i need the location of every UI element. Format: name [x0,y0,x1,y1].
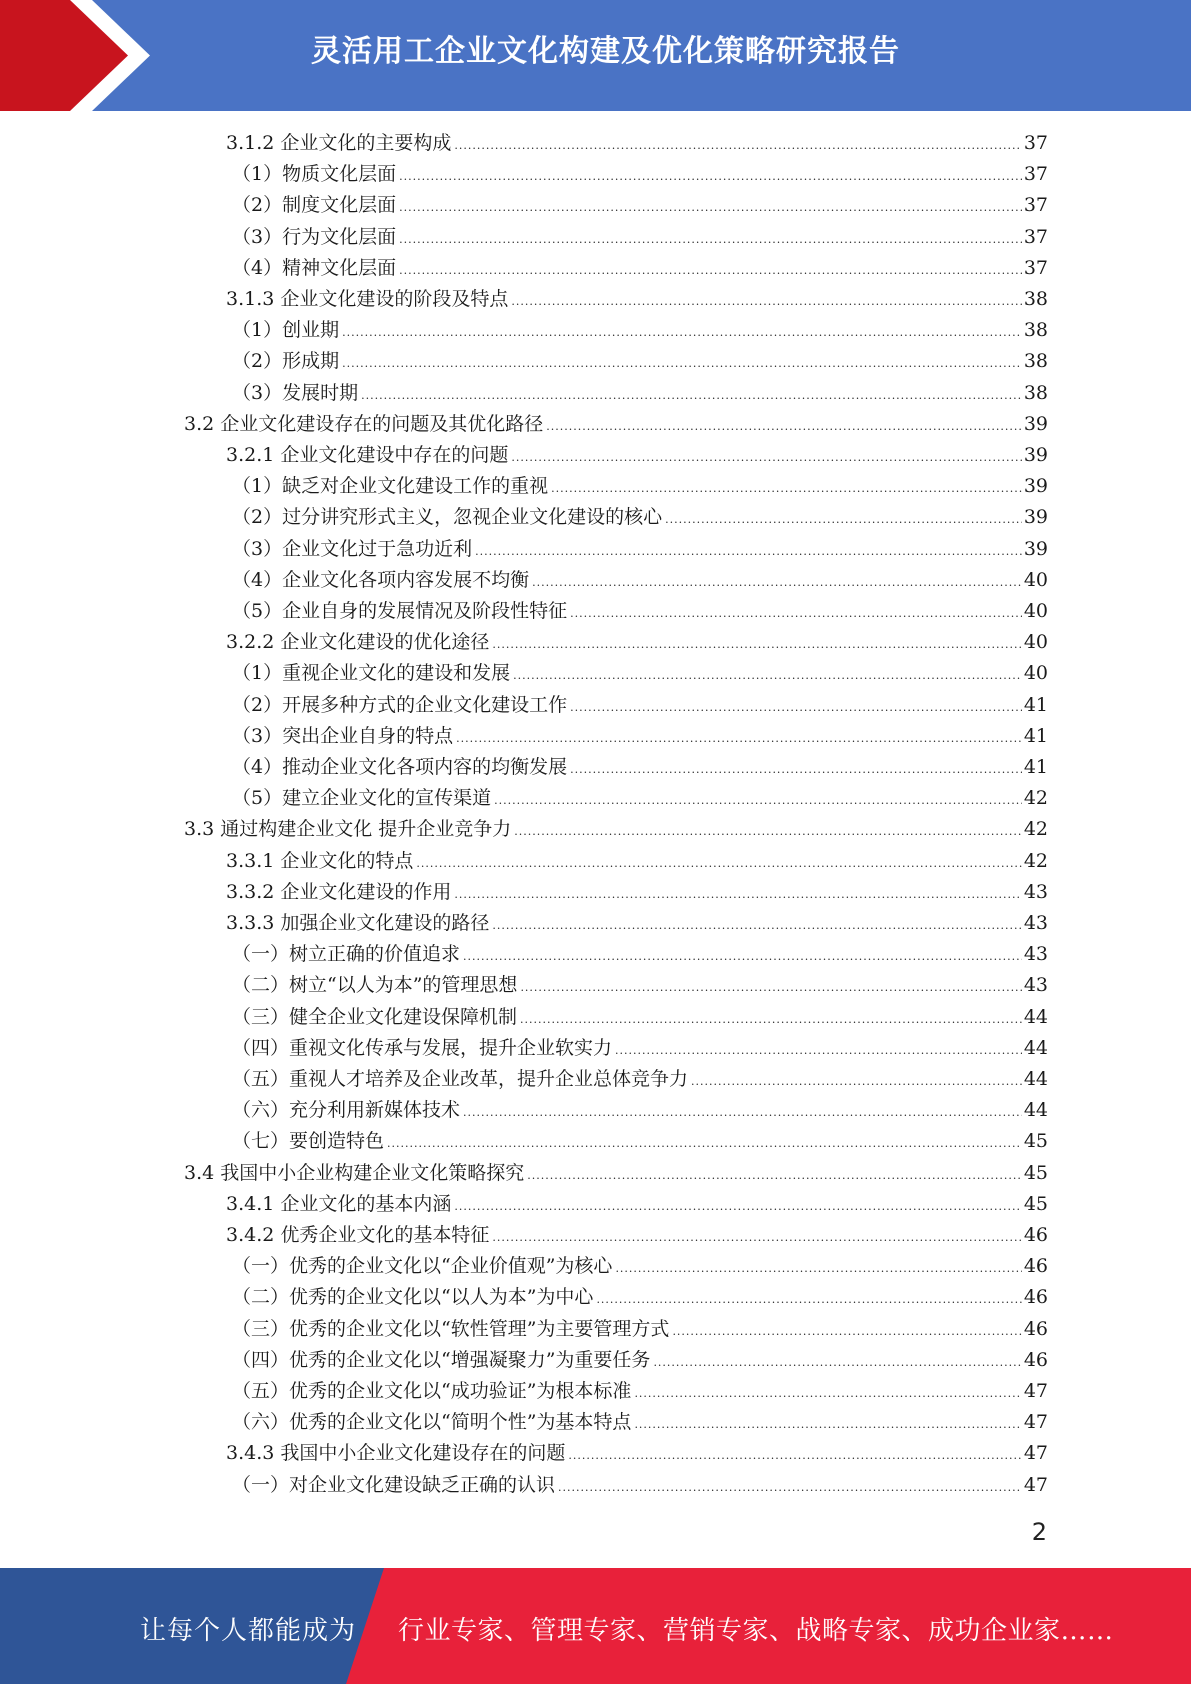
toc-entry-label: （三）健全企业文化建设保障机制 [232,1005,518,1028]
toc-dot-leader [342,348,1022,379]
toc-entry-page: 44 [1023,1099,1048,1122]
toc-entry-page: 37 [1023,194,1048,217]
toc-entry-label: （六）充分利用新媒体技术 [232,1099,461,1122]
toc-entry-label: （1）缺乏对企业文化建设工作的重视 [232,475,549,498]
toc-entry-page: 38 [1023,319,1048,342]
toc-entry-page: 43 [1023,943,1048,966]
toc-entry[interactable] [232,1064,1048,1095]
toc-entry[interactable] [232,1251,1048,1282]
document-title: 灵活用工企业文化构建及优化策略研究报告 [311,34,900,69]
toc-entry-label: 3.4.1 企业文化的基本内涵 [226,1192,452,1215]
toc-entry-label: （五）优秀的企业文化以“成功验证”为根本标准 [232,1380,632,1402]
toc-entry-label: （4）推动企业文化各项内容的均衡发展 [232,756,568,778]
toc-dot-leader [570,754,1022,785]
footer-slogan-left: 让每个人都能成为 [140,1616,357,1646]
toc-entry[interactable] [232,752,1048,783]
toc-dot-leader [416,848,1021,879]
toc-entry[interactable] [232,502,1048,533]
toc-dot-leader [546,411,1022,442]
toc-dot-leader [653,1347,1021,1378]
toc-entry[interactable] [232,939,1048,970]
toc-entry[interactable] [232,1407,1048,1438]
toc-entry-page: 43 [1023,912,1048,934]
toc-entry[interactable] [232,190,1048,221]
toc-dot-leader [551,473,1022,504]
toc-entry[interactable] [232,1376,1048,1407]
toc-entry[interactable] [184,409,1048,440]
toc-entry[interactable] [226,627,1048,658]
toc-entry-page: 42 [1023,818,1048,841]
toc-entry[interactable] [232,658,1048,689]
toc-entry[interactable] [226,877,1048,908]
toc-entry[interactable] [226,1220,1048,1251]
toc-entry-label: （2）制度文化层面 [232,194,397,217]
toc-entry[interactable] [232,1282,1048,1313]
toc-entry-label: 3.2.2 企业文化建设的优化途径 [226,631,490,654]
toc-entry-label: 3.3.3 加强企业文化建设的路径 [226,912,490,934]
toc-entry-page: 37 [1023,132,1048,154]
toc-entry-page: 37 [1023,225,1048,248]
toc-entry-page: 41 [1023,724,1048,747]
toc-entry[interactable] [232,596,1048,627]
toc-entry-page: 44 [1023,1068,1048,1090]
toc-entry-page: 47 [1023,1411,1048,1434]
toc-dot-leader [475,536,1022,567]
toc-entry[interactable] [226,284,1048,315]
toc-entry[interactable] [184,814,1048,845]
toc-entry[interactable] [232,1002,1048,1033]
toc-dot-leader [492,1222,1021,1253]
toc-entry-label: （一）优秀的企业文化以“企业价值观”为核心 [232,1255,613,1278]
toc-entry-page: 46 [1023,1317,1048,1340]
toc-entry-label: 3.1.2 企业文化的主要构成 [226,132,452,154]
toc-entry-label: （四）重视文化传承与发展，提升企业软实力 [232,1036,613,1059]
toc-entry-label: （一）树立正确的价值追求 [232,943,461,966]
toc-entry[interactable] [232,565,1048,596]
toc-dot-leader [634,1409,1021,1440]
toc-dot-leader [691,1066,1022,1097]
toc-entry-label: （3）企业文化过于急功近利 [232,537,473,560]
toc-entry-label: （1）重视企业文化的建设和发展 [232,662,511,685]
toc-entry[interactable] [232,690,1048,721]
toc-entry-label: （六）优秀的企业文化以“简明个性”为基本特点 [232,1411,632,1434]
toc-entry-page: 37 [1023,256,1048,279]
toc-entry-page: 39 [1023,475,1048,498]
toc-dot-leader [634,1378,1021,1409]
toc-entry-page: 44 [1023,1036,1048,1059]
toc-entry-page: 45 [1023,1161,1048,1184]
page-footer [0,1568,1191,1684]
toc-entry-label: 3.4.3 我国中小企业文化建设存在的问题 [226,1442,566,1465]
page-number: 2 [1031,1518,1047,1546]
toc-entry[interactable] [232,783,1048,814]
toc-entry-page: 42 [1023,849,1048,872]
toc-entry-page: 46 [1023,1224,1048,1246]
toc-entry-page: 38 [1023,350,1048,373]
toc-entry-page: 39 [1023,537,1048,560]
toc-entry[interactable] [232,534,1048,565]
toc-entry-label: （4）企业文化各项内容发展不均衡 [232,568,530,591]
toc-entry-label: （2）过分讲究形式主义，忽视企业文化建设的核心 [232,506,663,529]
toc-entry[interactable] [226,128,1048,159]
toc-dot-leader [570,598,1022,629]
toc-entry-page: 46 [1023,1286,1048,1309]
page-header [0,0,1191,111]
toc-dot-leader [494,785,1022,816]
toc-entry-page: 39 [1023,506,1048,529]
toc-entry-label: （1）物质文化层面 [232,163,397,186]
toc-dot-leader [672,1316,1021,1347]
toc-entry[interactable] [226,846,1048,877]
toc-dot-leader [511,286,1021,317]
toc-dot-leader [511,442,1021,473]
toc-dot-leader [615,1253,1021,1284]
toc-entry-page: 44 [1023,1005,1048,1028]
toc-entry-label: （5）企业自身的发展情况及阶段性特征 [232,600,568,622]
toc-entry[interactable] [226,1189,1048,1220]
toc-dot-leader [615,1035,1022,1066]
toc-dot-leader [342,317,1022,348]
toc-entry[interactable] [232,721,1048,752]
toc-dot-leader [527,1160,1022,1191]
toc-entry-page: 41 [1023,693,1048,716]
toc-entry-label: （二）树立“以人为本”的管理思想 [232,974,518,997]
toc-dot-leader [456,723,1022,754]
toc-entry-label: （4）精神文化层面 [232,256,397,279]
toc-entry[interactable] [232,1033,1048,1064]
toc-entry-label: 3.4 我国中小企业构建企业文化策略探究 [184,1161,525,1184]
toc-entry-label: 3.3.2 企业文化建设的作用 [226,880,452,903]
toc-entry-label: 3.3 通过构建企业文化 提升企业竞争力 [184,818,512,841]
toc-entry[interactable] [232,253,1048,284]
toc-entry-page: 47 [1023,1380,1048,1402]
toc-dot-leader [520,1004,1022,1035]
toc-entry-page: 43 [1023,974,1048,997]
toc-dot-leader [532,567,1022,598]
toc-entry-page: 40 [1023,600,1048,622]
toc-dot-leader [399,192,1022,223]
toc-entry[interactable] [232,1470,1048,1501]
toc-dot-leader [463,1097,1022,1128]
toc-dot-leader [520,972,1021,1003]
toc-dot-leader [399,255,1022,286]
toc-entry-label: （三）优秀的企业文化以“软性管理”为主要管理方式 [232,1317,670,1340]
toc-dot-leader [454,879,1021,910]
toc-entry-label: 3.1.3 企业文化建设的阶段及特点 [226,288,509,310]
toc-entry[interactable] [232,315,1048,346]
toc-entry[interactable] [184,1158,1048,1189]
toc-dot-leader [399,161,1022,192]
toc-entry-label: 3.4.2 优秀企业文化的基本特征 [226,1224,490,1246]
toc-entry-page: 40 [1023,662,1048,685]
toc-entry-label: （3）发展时期 [232,381,359,404]
toc-entry[interactable] [226,1438,1048,1469]
toc-entry-page: 39 [1023,444,1048,466]
toc-entry[interactable] [232,1126,1048,1157]
toc-entry-label: 3.3.1 企业文化的特点 [226,849,414,872]
toc-entry-label: 3.2 企业文化建设存在的问题及其优化路径 [184,412,544,435]
toc-entry-page: 40 [1023,631,1048,654]
toc-entry-label: （五）重视人才培养及企业改革，提升企业总体竞争力 [232,1068,689,1090]
toc-entry-page: 46 [1023,1255,1048,1278]
toc-entry[interactable] [232,159,1048,190]
toc-entry-page: 43 [1023,880,1048,903]
toc-entry-page: 39 [1023,412,1048,435]
toc-dot-leader [361,380,1022,411]
toc-entry-page: 37 [1023,163,1048,186]
toc-entry-page: 41 [1023,756,1048,778]
toc-entry-label: （3）行为文化层面 [232,225,397,248]
toc-entry[interactable] [226,908,1048,939]
toc-entry-label: （5）建立企业文化的宣传渠道 [232,787,492,810]
toc-entry-label: （四）优秀的企业文化以“增强凝聚力”为重要任务 [232,1348,651,1371]
toc-entry-page: 45 [1023,1192,1048,1215]
toc-entry[interactable] [232,1314,1048,1345]
toc-entry[interactable] [232,378,1048,409]
toc-entry-page: 47 [1023,1473,1048,1496]
toc-dot-leader [596,1284,1021,1315]
toc-entry[interactable] [226,440,1048,471]
toc-entry-label: （1）创业期 [232,319,340,342]
toc-entry-page: 38 [1023,288,1048,310]
toc-entry-page: 38 [1023,381,1048,404]
toc-entry[interactable] [232,346,1048,377]
footer-slogan-right: 行业专家、管理专家、营销专家、战略专家、成功企业家…… [398,1616,1114,1646]
toc-entry-page: 46 [1023,1348,1048,1371]
toc-entry-page: 42 [1023,787,1048,810]
toc-entry[interactable] [232,970,1048,1001]
toc-dot-leader [463,941,1022,972]
toc-dot-leader [513,660,1022,691]
toc-entry[interactable] [232,471,1048,502]
toc-entry[interactable] [232,1345,1048,1376]
toc-dot-leader [514,816,1022,847]
toc-dot-leader [387,1128,1022,1159]
toc-entry-label: （2）开展多种方式的企业文化建设工作 [232,693,568,716]
toc-entry-label: （七）要创造特色 [232,1130,385,1153]
toc-dot-leader [665,504,1022,535]
toc-entry-label: （3）突出企业自身的特点 [232,724,454,747]
toc-dot-leader [492,910,1021,941]
toc-entry[interactable] [232,222,1048,253]
toc-dot-leader [568,1440,1021,1471]
toc-dot-leader [454,130,1021,161]
toc-entry-label: （2）形成期 [232,350,340,373]
toc-entry-label: （一）对企业文化建设缺乏正确的认识 [232,1473,556,1496]
toc-dot-leader [492,629,1021,660]
toc-entry[interactable] [232,1095,1048,1126]
toc-entry-label: （二）优秀的企业文化以“以人为本”为中心 [232,1286,594,1309]
toc-entry-page: 40 [1023,568,1048,591]
toc-dot-leader [570,692,1022,723]
toc-entry-page: 45 [1023,1130,1048,1153]
toc-dot-leader [399,224,1022,255]
toc-entry-page: 47 [1023,1442,1048,1465]
toc-dot-leader [558,1472,1022,1503]
toc-dot-leader [454,1191,1021,1222]
toc-entry-label: 3.2.1 企业文化建设中存在的问题 [226,444,509,466]
